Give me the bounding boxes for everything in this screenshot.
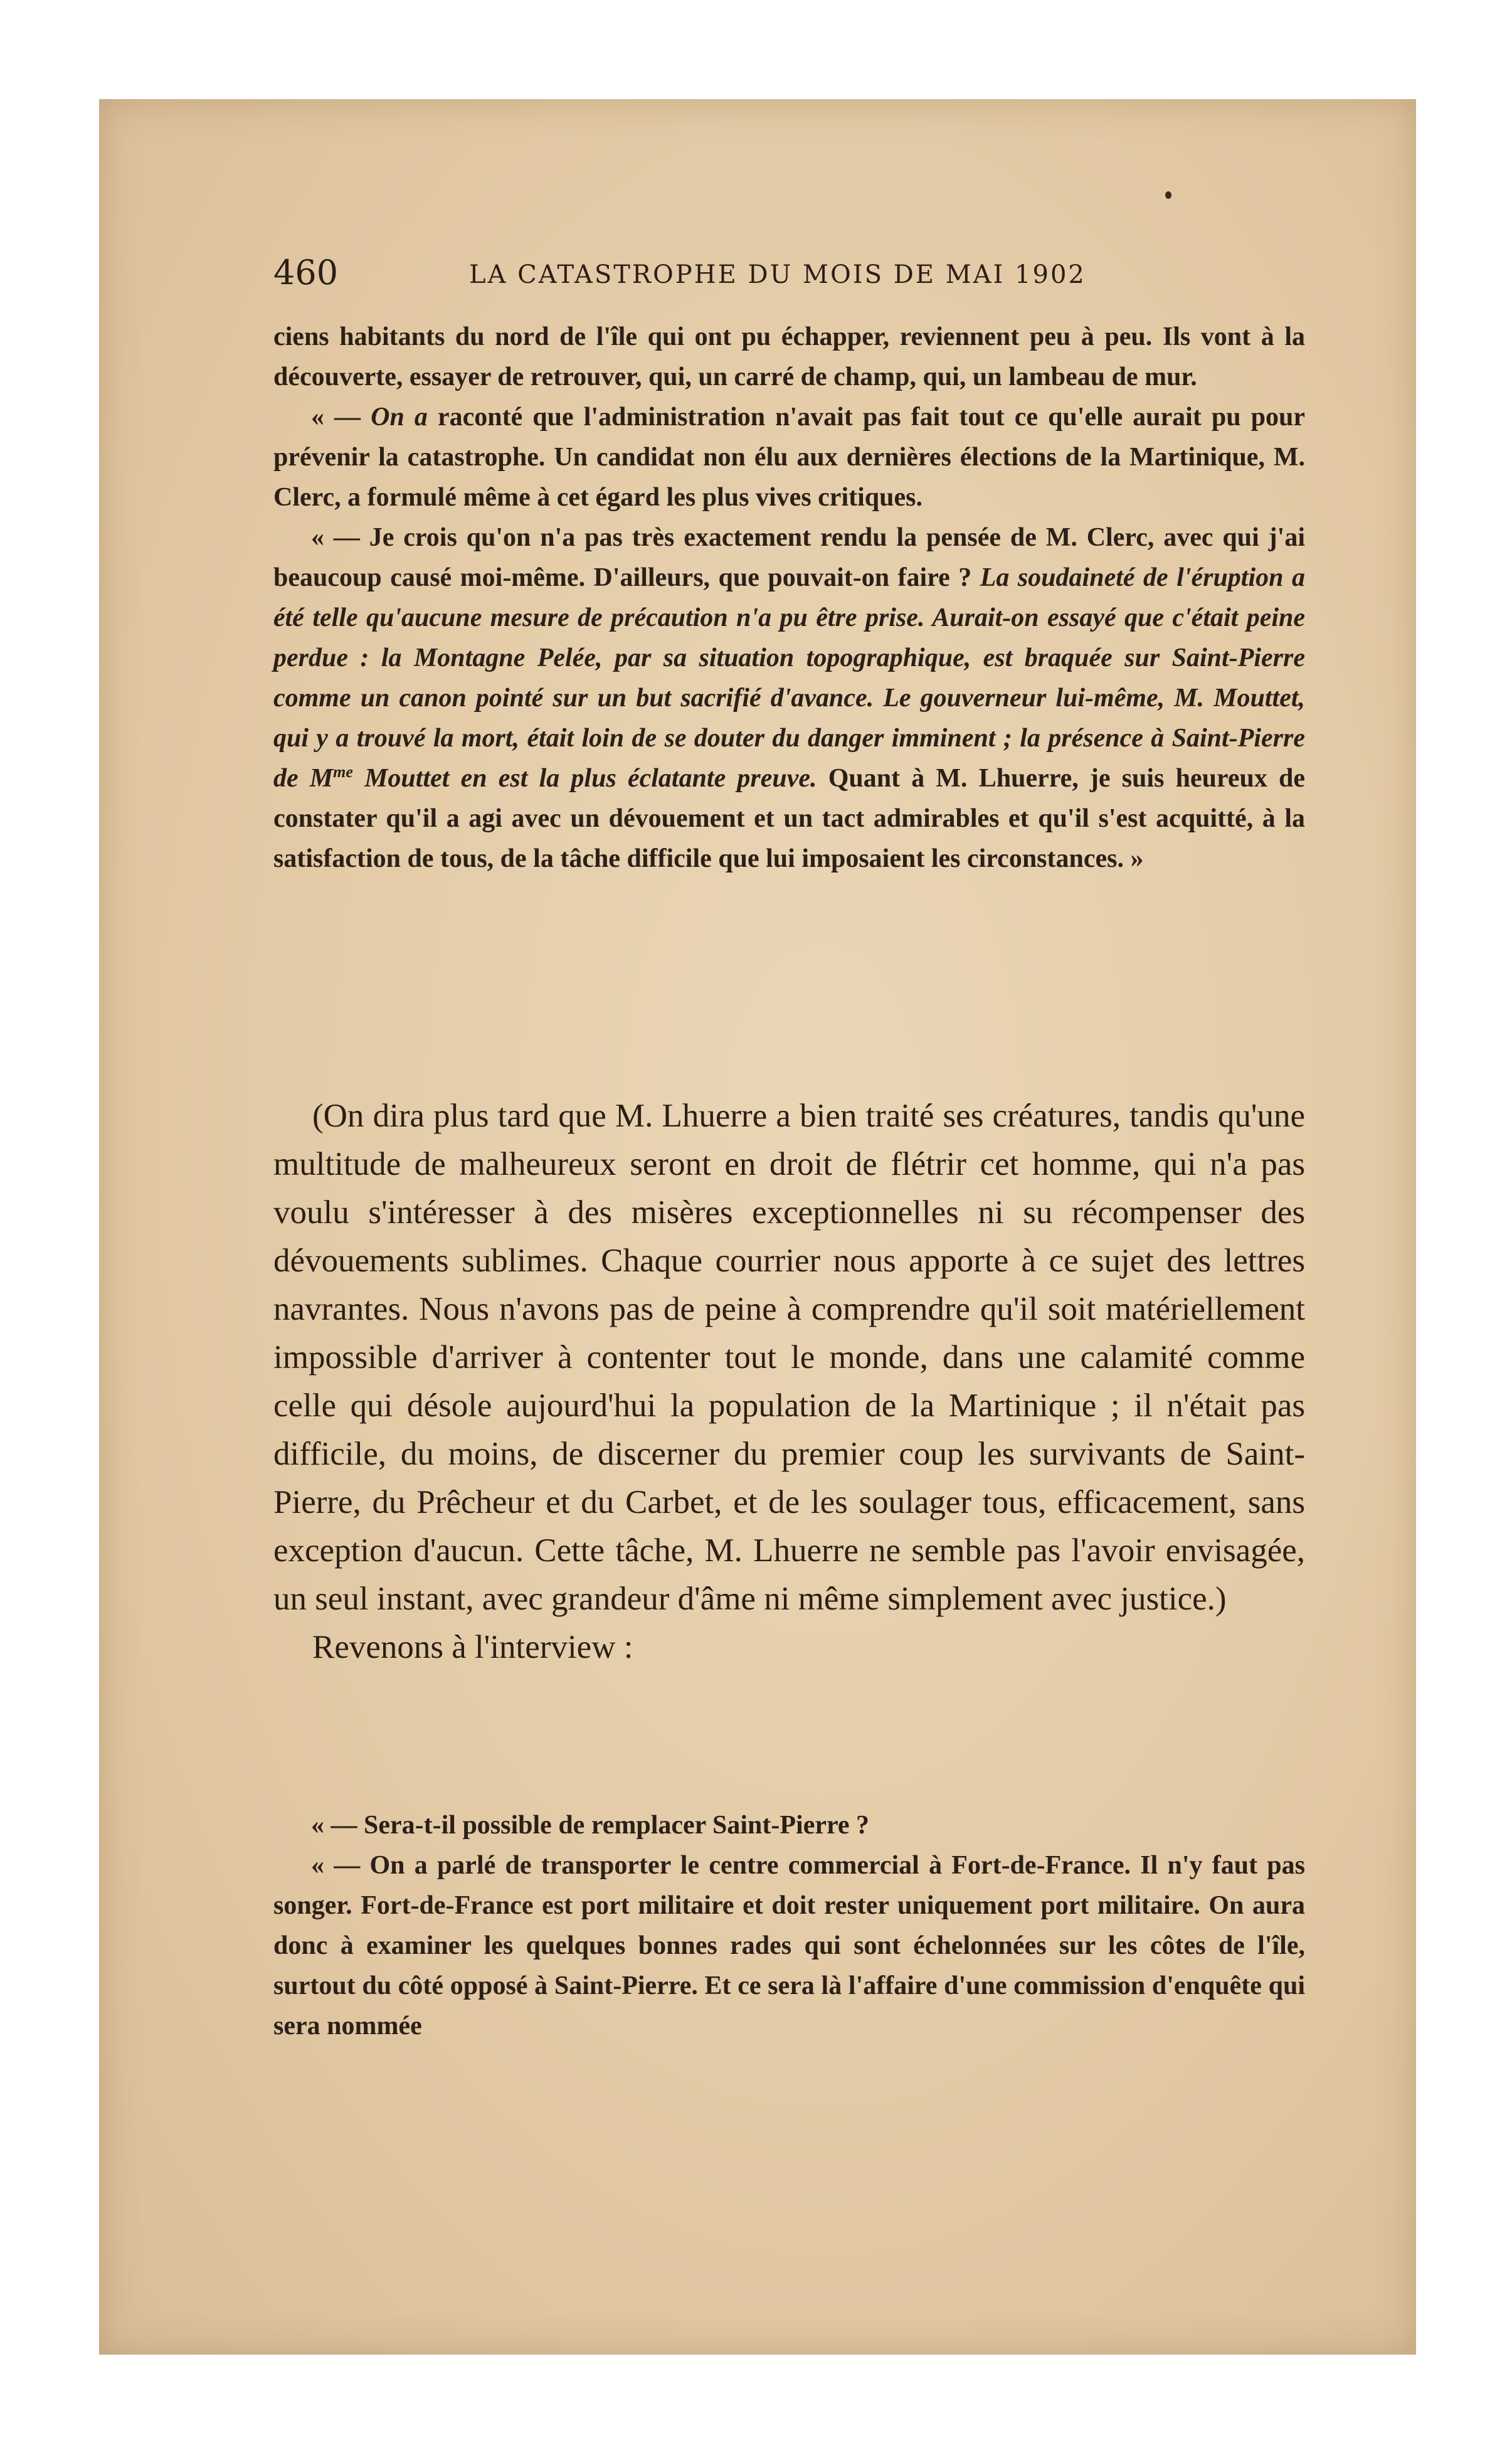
paragraph-continuation: ciens habitants du nord de l'île qui ont pu échapper, reviennent peu à peu. Ils vont à la découverte, essayer de retrouver, qui, un carré de champ, qui, un lambeau de mur. — [273, 322, 1305, 391]
return-to-interview: Revenons à l'interview : — [312, 1629, 633, 1665]
dash-prefix: « — — [311, 403, 371, 432]
answer-plain: « — Je crois qu'on n'a pas très exactement rendu la pensée de M. Clerc, avec qui j'ai beaucoup causé moi-même. D'ailleurs, que pouvait-on faire ? — [273, 523, 1305, 592]
question-text: raconté que l'administration n'avait pas fait tout ce qu'elle aurait pu pour prévenir la catastrophe. Un candidat non élu aux dernières élections de la Martinique, M. Clerc, a formulé même à cet égard les plus vives critiques. — [273, 403, 1306, 512]
page-number: 460 — [273, 253, 339, 292]
running-title: LA CATASTROPHE DU MOIS DE MAI 1902 — [469, 260, 1086, 289]
question-replace: « — Sera-t-il possible de remplacer Saint-Pierre ? — [311, 1811, 870, 1840]
italic-lead: On a — [371, 403, 428, 432]
interview-block-1 — [273, 317, 1305, 879]
paragraph-answer — [273, 517, 1305, 879]
commentary-block — [273, 1092, 1305, 1672]
answer-italic-b: Mouttet en est la plus éclatante preuve. — [352, 764, 817, 793]
answer-italic-a: La soudaineté de l'éruption a été telle qu'aucune mesure de précaution n'a pu être prise. Aurait-on essayé que c'était peine perdue : la Montagne Pelée, par sa situation topographique, est braquée sur Saint-Pierre comme un canon pointé sur un but sacrifié d'avance. Le gouverneur lui-même, M. Mouttet, qui y a trouvé la mort, était loin de se douter du danger imminent ; la présence à Saint-Pierre de M — [273, 563, 1305, 793]
page-header — [273, 253, 1305, 297]
answer-end: Quant à M. Lhuerre, je suis heureux de constater qu'il a agi avec un dévouement et un tact admirables et qu'il s'est acquitté, à la satisfaction de tous, de la tâche difficile que lui imposaient les circonstances. » — [273, 764, 1305, 873]
ink-speck — [1165, 191, 1171, 199]
paragraph-question — [273, 397, 1305, 517]
commentary-paragraph: (On dira plus tard que M. Lhuerre a bien traité ses créatures, tandis qu'une multitude de malheureux seront en droit de flétrir cet homme, qui n'a pas voulu s'intéresser à des misères exceptionnelles ni su récompenser des dévouements sublimes. Chaque courrier nous apporte à ce sujet des lettres navrantes. Nous n'avons pas de peine à comprendre qu'il soit matériellement impossible d'arriver à contenter tout le monde, dans une calamité comme celle qui désole aujourd'hui la population de la Martinique ; il n'était pas difficile, du moins, de discerner du premier coup les survivants de Saint-Pierre, du Prêcheur et du Carbet, et de les soulager tous, efficacement, sans exception d'aucun. Cette tâche, M. Lhuerre ne semble pas l'avoir envisagée, un seul instant, avec grandeur d'âme ni même simplement avec justice.) — [273, 1098, 1305, 1617]
superscript-me: me — [333, 763, 353, 781]
answer-replace: « — On a parlé de transporter le centre commercial à Fort-de-France. Il n'y faut pas songer. Fort-de-France est port militaire et doit rester uniquement port militaire. On aura donc à examiner les quelques bonnes rades qui sont échelonnées sur les côtes de l'île, surtout du côté opposé à Saint-Pierre. Et ce sera là l'affaire d'une commission d'enquête qui sera nommée — [273, 1851, 1305, 2040]
interview-block-2 — [273, 1805, 1305, 2046]
